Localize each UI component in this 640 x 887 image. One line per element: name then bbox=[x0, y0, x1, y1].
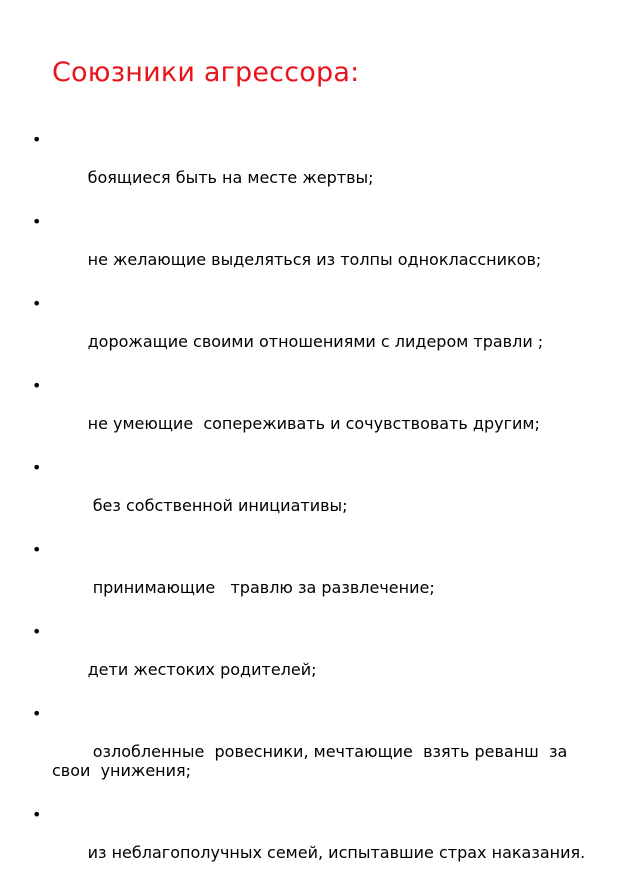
list-item-text: дорожащие своими отношениями с лидером травли ; bbox=[82, 332, 544, 351]
bullet-icon: • bbox=[32, 458, 42, 477]
bullet-icon: • bbox=[32, 294, 42, 313]
list-item-text: из неблагополучных семей, испытавшие страх наказания. bbox=[82, 843, 586, 862]
bullet-list bbox=[30, 130, 610, 887]
bullet-icon: • bbox=[32, 704, 42, 723]
bullet-icon: • bbox=[32, 130, 42, 149]
list-item bbox=[30, 376, 610, 452]
list-item-text: озлобленные ровесники, мечтающие взять реванш за свои унижения; bbox=[52, 742, 578, 780]
list-item-text: принимающие травлю за развлечение; bbox=[82, 578, 435, 597]
list-item bbox=[30, 130, 610, 206]
bullet-icon: • bbox=[32, 622, 42, 641]
list-item bbox=[30, 458, 610, 534]
bullet-icon: • bbox=[32, 212, 42, 231]
list-item bbox=[30, 622, 610, 698]
bullet-icon: • bbox=[32, 376, 42, 395]
list-item-text: не умеющие сопереживать и сочувствовать другим; bbox=[82, 414, 540, 433]
bullet-icon: • bbox=[32, 540, 42, 559]
list-item bbox=[30, 805, 610, 881]
list-item-text: боящиеся быть на месте жертвы; bbox=[82, 168, 374, 187]
list-item-text: дети жестоких родителей; bbox=[82, 660, 317, 679]
list-item-text: без собственной инициативы; bbox=[82, 496, 348, 515]
list-item bbox=[30, 212, 610, 288]
bullet-icon: • bbox=[32, 805, 42, 824]
slide-title: Союзники агрессора: bbox=[52, 57, 360, 88]
list-item bbox=[30, 540, 610, 616]
list-item bbox=[30, 294, 610, 370]
list-item-text: не желающие выделяться из толпы одноклассников; bbox=[82, 250, 542, 269]
list-item bbox=[30, 704, 610, 799]
